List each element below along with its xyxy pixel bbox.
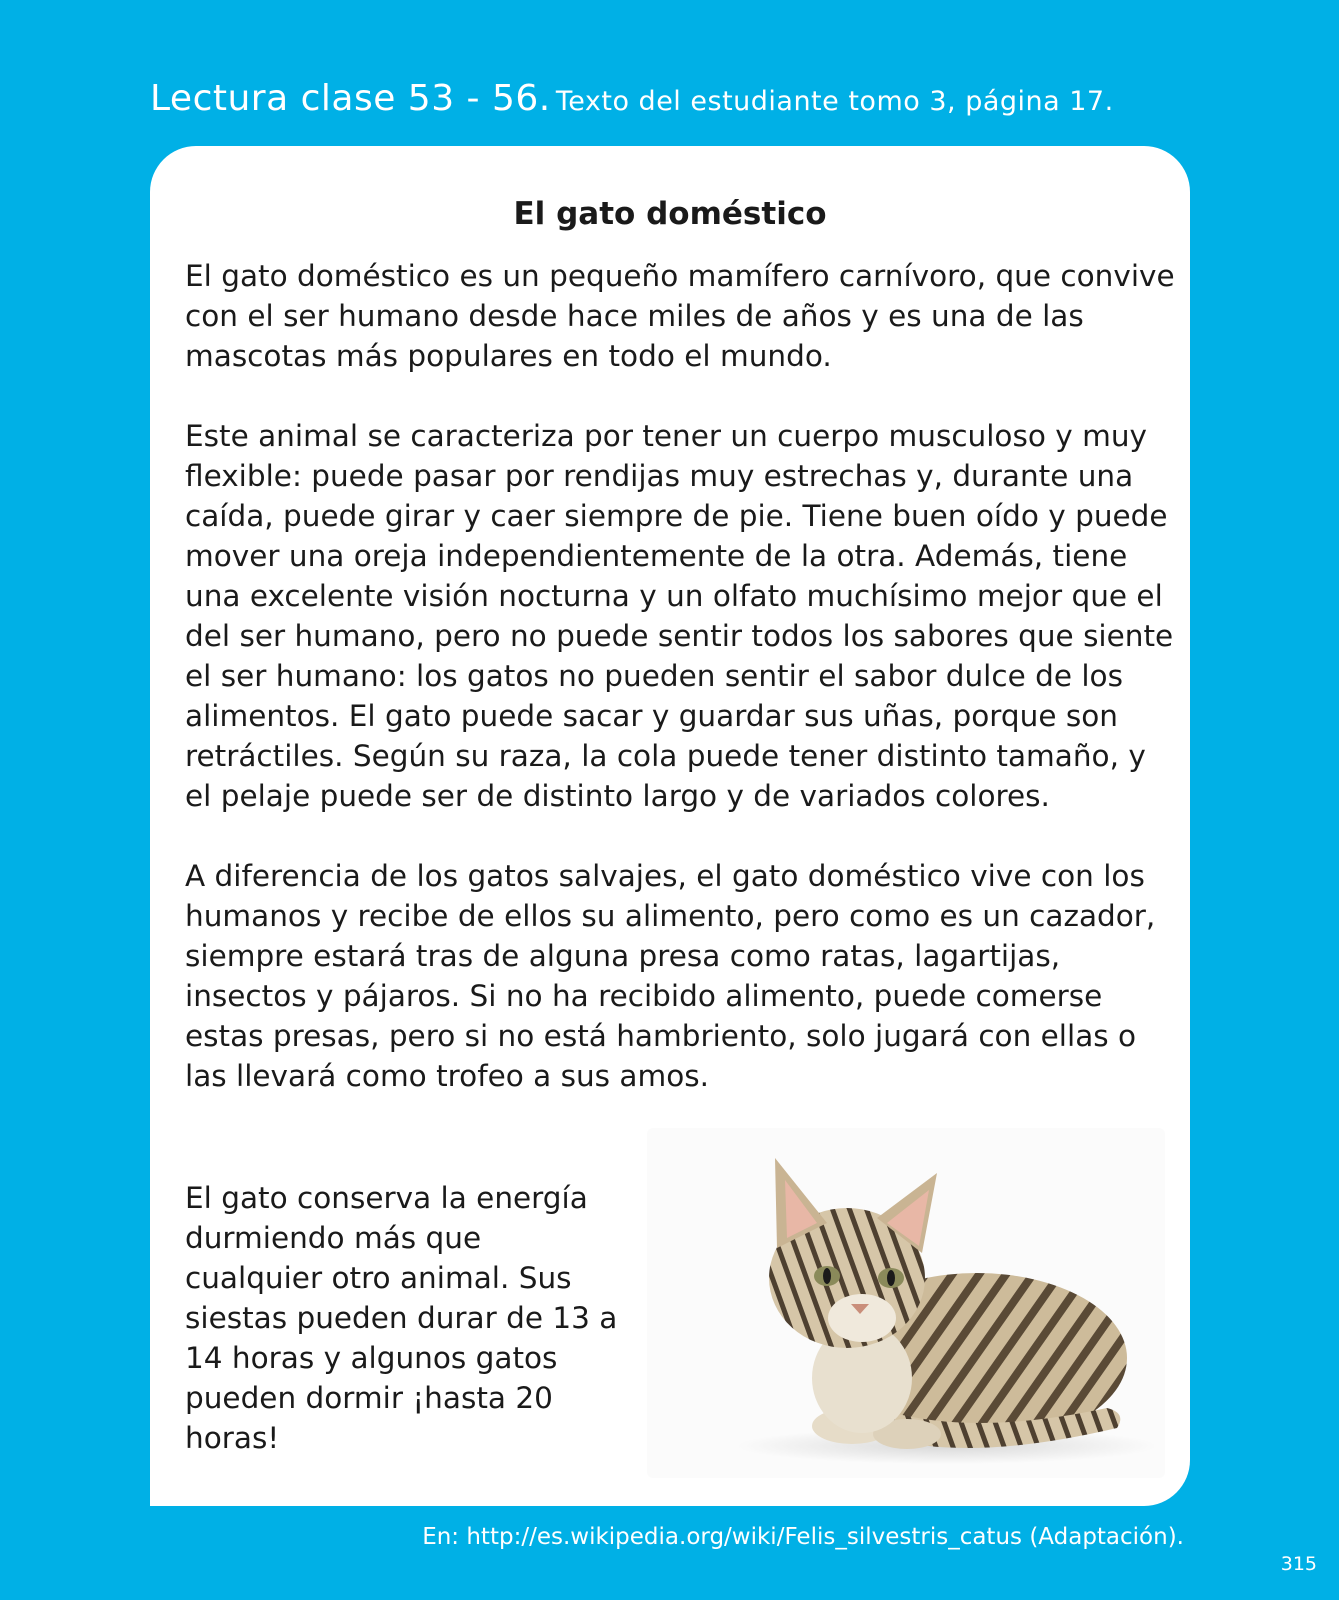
page-number: 315 [1280,1553,1317,1575]
paragraph-hunting: A diferencia de los gatos salvajes, el gato doméstico vive con los humanos y recibe de ellos su alimento, pero como es un cazador, siempre estará tras de alguna presa como ratas, lagartijas, insectos y pájaros. Si no ha recibido alimento, puede comerse estas presas, pero si no está hambriento, solo jugará con ellas o las llevará como trofeo a sus amos. [185,859,1156,1093]
article-title: El gato doméstico [513,196,827,232]
paragraph-characteristics: Este animal se caracteriza por tener un cuerpo musculoso y muy flexible: puede pasar por rendijas muy estrechas y, durante una caída, puede girar y caer siempre de pie. Tiene buen oído y puede mover una oreja independientemente de la otra. Además, tiene una excelente visión nocturna y un olfato muchísimo mejor que el del ser humano, pero no puede sentir todos los sabores que siente el ser humano: los gatos no pueden sentir el sabor dulce de los alimentos. El gato puede sacar y guardar sus uñas, porque son retráctiles. Según su raza, la cola puede tener distinto tamaño, y el pelaje puede ser de distinto largo y de variados colores. [185,419,1174,813]
article-body [185,256,1175,1136]
paragraph-intro: El gato doméstico es un pequeño mamífero carnívoro, que convive con el ser humano desde hace miles de años y es una de las mascotas más populares en todo el mundo. [185,259,1175,373]
textbook-reference: Texto del estudiante tomo 3, página 17. [555,86,1114,117]
kitten-photo [647,1128,1165,1478]
page-header [150,78,1114,119]
lesson-label: Lectura clase 53 - 56. [150,78,551,119]
paragraph-sleep: El gato conserva la energía durmiendo más que cualquier otro animal. Sus siestas pueden durar de 13 a 14 horas y algunos gatos pueden dormir ¡hasta 20 horas! [185,1181,618,1455]
source-citation: En: http://es.wikipedia.org/wiki/Felis_silvestris_catus (Adaptación). [422,1524,1184,1550]
reading-card [150,146,1190,1506]
kitten-illustration [647,1128,1165,1478]
